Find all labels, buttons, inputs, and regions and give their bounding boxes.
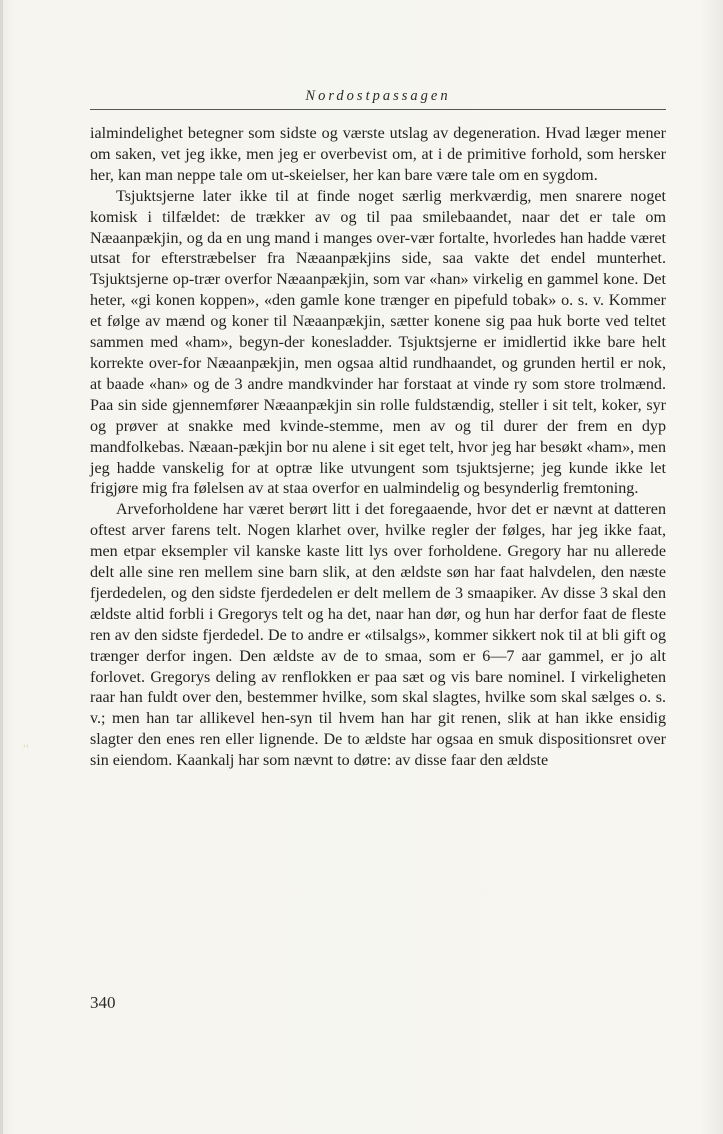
page-number: 340 [90, 993, 116, 1012]
margin-stain: ʹʹ [23, 743, 30, 758]
paragraph-tsjuktsjerne: Tsjuktsjerne later ikke til at finde noget særlig merkværdig, men snarere noget komisk i tilfældet: de trækker av og til paa smilebaandet, naar det er tale om Næaanpækjin, og da en ung mand i manges over-vær fortalte, hvorledes han hadde været utsat for efterstræbelser fra Næaanpækjins side, saa vakte det endel munterhet. Tsjuktsjerne op-trær overfor Næaanpækjin, som var «han» virkelig en gammel kone. Det heter, «gi konen koppen», «den gamle kone trænger en pipefuld tobak» o. s. v. Kommer et følge av mænd og koner til Næaanpækjin, sætter konene sig paa huk borte ved teltet sammen med «ham», begyn-der konesladder. Tsjuktsjerne er imidlertid ikke bare helt korrekte over-for Næaanpækjin, men ogsaa altid rundhaandet, og grunden hertil er nok, at baade «han» og de 3 andre mandkvinder har forstaat at vinde ry som store trolmænd. Paa sin side gjennemfører Næaanpækjin sin rolle fuldstændig, steller i sit telt, koker, syr og prøver at snakke med kvinde-stemme, men av og til durer der frem en dyp mandfolkebas. Næaan-pækjin bor nu alene i sit eget telt, hvor jeg har besøkt «ham», men jeg hadde vanskelig for at optræ like utvungent som tsjuktsjerne; jeg kunde ikke let frigjøre mig fra følelsen av at staa overfor en ualmindelig og besynderlig fremtoning. [90, 187, 666, 498]
paragraph-arveforholdene: Arveforholdene har været berørt litt i det foregaaende, hvor det er nævnt at datteren oftest arver farens telt. Nogen klarhet over, hvilke regler der følges, har jeg ikke faat, men etpar eksempler vil kanske kaste litt lys over forholdene. Gregory har nu allerede delt alle sine ren mellem sine barn slik, at den ældste søn har faat halvdelen, den næste fjerdedelen, og den sidste fjerdedelen er delt mellem de 3 smaapiker. Av disse 3 skal den ældste altid forbli i Gregorys telt og ha det, naar han dør, og hun har derfor faat de fleste ren av den sidste fjerdedel. De to andre er «tilsalgs», kommer sikkert nok til at bli gift og trænger derfor ingen. Den ældste av de to smaa, som er 6—7 aar gammel, er jo alt forlovet. Gregorys deling av renflokken er paa sæt og vis bare nominel. I virkeligheten raar han fuldt over den, bestemmer hvilke, som skal slagtes, hvilke som skal sælges o. s. v.; men han tar allikevel hen-syn til hvem han har git renen, slik at han ikke ensidig slagter den enes ren eller lignende. De to ældste har ogsaa en smuk dispositionsret over sin eiendom. Kaankalj har som nævnt to døtre: av disse faar den ældste [90, 501, 666, 770]
running-header-title: Nordostpassagen [305, 88, 451, 104]
page-edge [0, 0, 3, 1134]
body-text [90, 124, 666, 772]
paragraph-continued: ialmindelighet betegner som sidste og værste utslag av degeneration. Hvad læger mener om saken, vet jeg ikke, men jeg er overbevist om, at i de primitive forhold, som hersker her, kan man neppe tale om ut-skeielser, her kan bare være tale om en sygdom. [90, 125, 666, 184]
header-rule [90, 109, 666, 110]
